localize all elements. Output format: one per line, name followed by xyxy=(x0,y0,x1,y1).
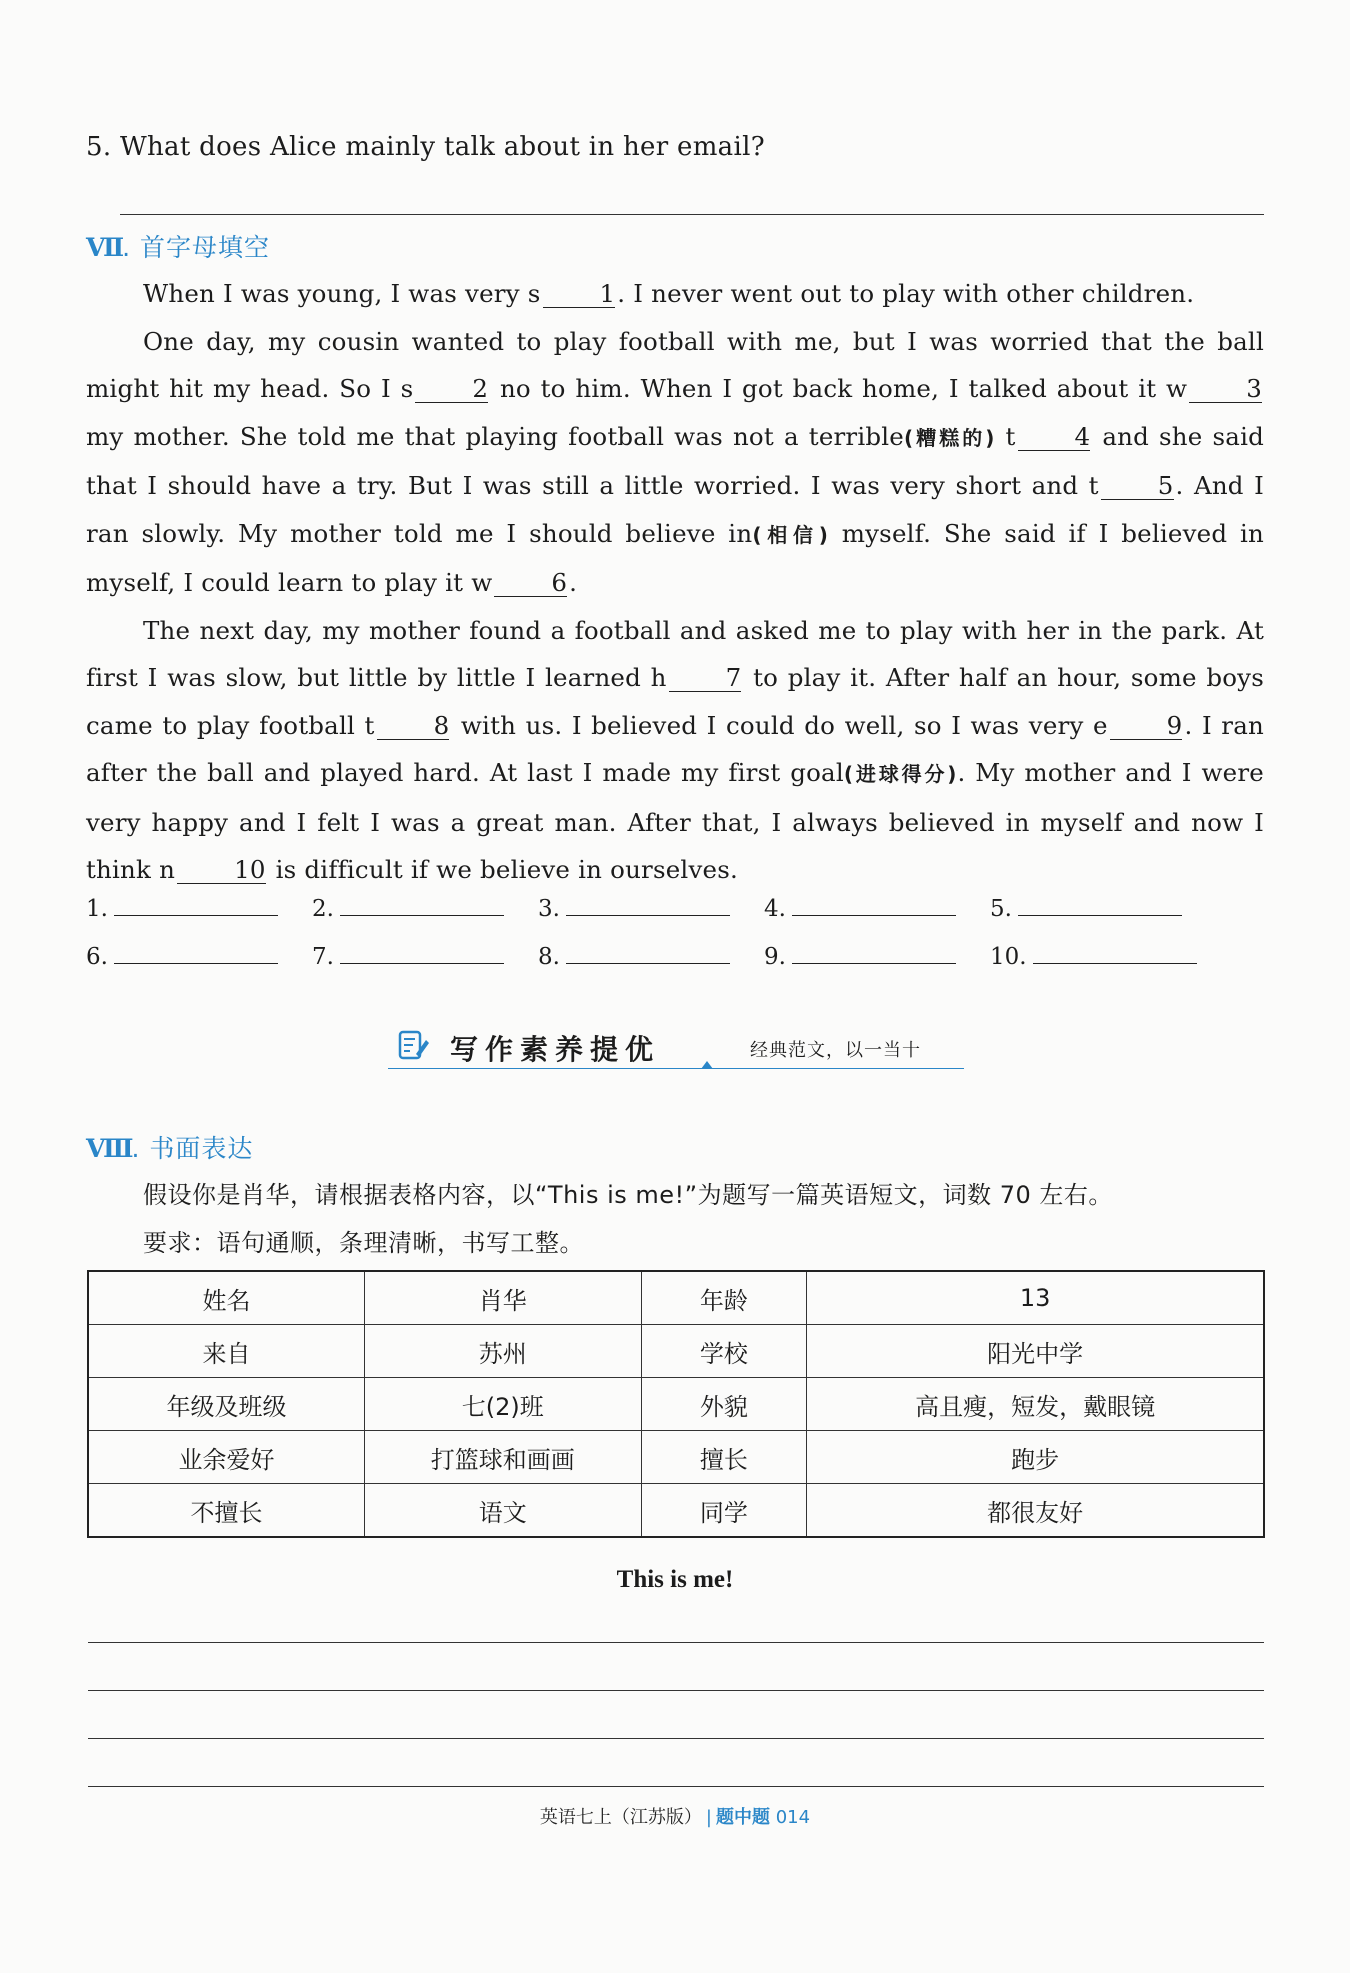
answer-slot-6[interactable] xyxy=(86,943,278,970)
writing-banner xyxy=(388,1026,964,1069)
page-footer xyxy=(0,1803,1350,1829)
answer-line[interactable] xyxy=(792,895,956,916)
writing-line-4[interactable] xyxy=(88,1786,1264,1787)
answer-slot-2[interactable] xyxy=(312,895,504,922)
blank-3: 3 xyxy=(1189,376,1262,403)
answer-label: 3. xyxy=(538,896,560,922)
answer-label: 7. xyxy=(312,944,334,970)
answer-slot-10[interactable] xyxy=(990,943,1197,970)
answer-line[interactable] xyxy=(114,895,278,916)
table-row xyxy=(88,1271,1264,1325)
answer-label: 2. xyxy=(312,896,334,922)
question-5: 5. What does Alice mainly talk about in her email? xyxy=(86,132,765,162)
answer-label: 10. xyxy=(990,944,1027,970)
table-cell: 高且瘦，短发，戴眼镜 xyxy=(807,1378,1264,1431)
table-row xyxy=(88,1325,1264,1378)
section-8-heading xyxy=(86,1129,253,1165)
text-run: When I was young, I was very s xyxy=(143,279,541,308)
section-7-heading xyxy=(86,228,270,264)
table-cell: 姓名 xyxy=(88,1271,365,1325)
table-cell: 都很友好 xyxy=(807,1484,1264,1538)
table-row xyxy=(88,1431,1264,1484)
banner-subtitle: 经典范文，以一当十 xyxy=(750,1040,921,1061)
table-cell: 13 xyxy=(807,1271,1264,1325)
gloss-terrible: (糟糕的) xyxy=(904,425,996,450)
text-run: my mother. She told me that playing football was not a terrible xyxy=(86,421,905,451)
footer-brand: 题中题 xyxy=(715,1807,770,1828)
cloze-passage xyxy=(86,270,1264,894)
answer-slot-5[interactable] xyxy=(990,895,1182,922)
answer-line[interactable] xyxy=(114,943,278,964)
cloze-paragraph-2 xyxy=(86,318,1264,607)
cloze-paragraph-1 xyxy=(86,270,1264,318)
answer-label: 6. xyxy=(86,944,108,970)
answer-line[interactable] xyxy=(340,943,504,964)
answer-line[interactable] xyxy=(1018,895,1182,916)
answer-slot-3[interactable] xyxy=(538,895,730,922)
table-cell: 跑步 xyxy=(807,1431,1264,1484)
banner-triangle-icon xyxy=(701,1061,713,1069)
cloze-paragraph-3 xyxy=(86,607,1264,894)
answer-line[interactable] xyxy=(1033,943,1197,964)
footer-book: 英语七上（江苏版） xyxy=(539,1807,702,1828)
text-run: . xyxy=(569,568,578,597)
answer-line-q5[interactable] xyxy=(120,214,1264,215)
blank-9: 9 xyxy=(1110,713,1183,740)
text-run: . My mother and I were very happy and I felt I was a great man. After that, I always believed in myself and now I think n xyxy=(86,758,1264,884)
text-run: The next day, my mother found a football and asked me to play with her in the park. At first I was slow, but little by little I learned h xyxy=(86,615,1264,692)
section-7-title: . 首字母填空 xyxy=(122,233,271,262)
footer-divider: | xyxy=(705,1807,712,1828)
section-8-title: . 书面表达 xyxy=(131,1134,254,1163)
table-cell: 七(2)班 xyxy=(365,1378,642,1431)
table-cell: 语文 xyxy=(365,1484,642,1538)
blank-5: 5 xyxy=(1101,473,1174,500)
table-cell: 擅长 xyxy=(641,1431,807,1484)
answer-line[interactable] xyxy=(792,943,956,964)
text-run: myself. She said if I believed in myself, I could learn to play it w xyxy=(86,518,1264,597)
answer-label: 1. xyxy=(86,896,108,922)
table-cell: 年龄 xyxy=(641,1271,807,1325)
blank-2: 2 xyxy=(415,376,488,403)
table-cell: 苏州 xyxy=(365,1325,642,1378)
text-run: . I never went out to play with other children. xyxy=(617,279,1195,308)
table-cell: 同学 xyxy=(641,1484,807,1538)
table-row xyxy=(88,1484,1264,1538)
banner-title: 写作素养提优 xyxy=(450,1033,661,1066)
essay-title: This is me! xyxy=(616,1566,734,1593)
answer-line[interactable] xyxy=(340,895,504,916)
answer-label: 8. xyxy=(538,944,560,970)
table-cell: 不擅长 xyxy=(88,1484,365,1538)
pencil-note-icon xyxy=(396,1028,430,1066)
blank-8: 8 xyxy=(377,713,450,740)
section-7-number: Ⅶ xyxy=(86,233,123,262)
section-8-number: Ⅷ xyxy=(86,1134,132,1163)
blank-10: 10 xyxy=(177,857,266,884)
table-cell: 学校 xyxy=(641,1325,807,1378)
text-run: with us. I believed I could do well, so I was very e xyxy=(451,710,1108,740)
gloss-believe-in: (相信) xyxy=(752,522,829,547)
answer-label: 9. xyxy=(764,944,786,970)
text-run: to play it. After half an hour, some boys came to play football t xyxy=(86,663,1264,740)
page-number: 014 xyxy=(775,1807,811,1828)
blank-6: 6 xyxy=(494,570,567,597)
text-run: . And I ran slowly. My mother told me I should believe in xyxy=(86,471,1264,548)
writing-line-3[interactable] xyxy=(88,1738,1264,1739)
table-cell: 肖华 xyxy=(365,1271,642,1325)
blank-7: 7 xyxy=(669,665,742,692)
blank-4: 4 xyxy=(1018,424,1091,451)
table-cell: 年级及班级 xyxy=(88,1378,365,1431)
text-run: and she said that I should have a try. But I was still a little worried. I was very short and t xyxy=(86,421,1264,500)
blank-1: 1 xyxy=(543,281,616,308)
writing-line-1[interactable] xyxy=(88,1642,1264,1643)
table-cell: 打篮球和画画 xyxy=(365,1431,642,1484)
gloss-goal: (进球得分) xyxy=(843,762,958,786)
writing-instruction: 假设你是肖华，请根据表格内容，以“This is me!”为题写一篇英语短文，词数 70 左右。 xyxy=(143,1181,1113,1209)
answer-line[interactable] xyxy=(566,943,730,964)
answer-slot-7[interactable] xyxy=(312,943,504,970)
answer-slot-9[interactable] xyxy=(764,943,956,970)
writing-requirement: 要求：语句通顺，条理清晰，书写工整。 xyxy=(143,1229,584,1257)
table-cell: 业余爱好 xyxy=(88,1431,365,1484)
text-run: is difficult if we believe in ourselves. xyxy=(267,855,738,884)
answer-label: 4. xyxy=(764,896,786,922)
answer-slot-1[interactable] xyxy=(86,895,278,922)
text-run: One day, my cousin wanted to play football with me, but I was worried that the ball might hit my head. So I s xyxy=(86,326,1264,403)
writing-line-2[interactable] xyxy=(88,1690,1264,1691)
answer-line[interactable] xyxy=(566,895,730,916)
table-row xyxy=(88,1378,1264,1431)
answer-label: 5. xyxy=(990,896,1012,922)
profile-table xyxy=(87,1270,1265,1538)
answer-slot-4[interactable] xyxy=(764,895,956,922)
text-run: . I ran after the ball and played hard. At last I made my first goal xyxy=(86,710,1265,787)
answer-slot-8[interactable] xyxy=(538,943,730,970)
table-cell: 来自 xyxy=(88,1325,365,1378)
table-cell: 外貌 xyxy=(641,1378,807,1431)
text-run: no to him. When I got back home, I talked about it w xyxy=(490,374,1188,403)
text-run: t xyxy=(995,421,1016,451)
table-cell: 阳光中学 xyxy=(807,1325,1264,1378)
